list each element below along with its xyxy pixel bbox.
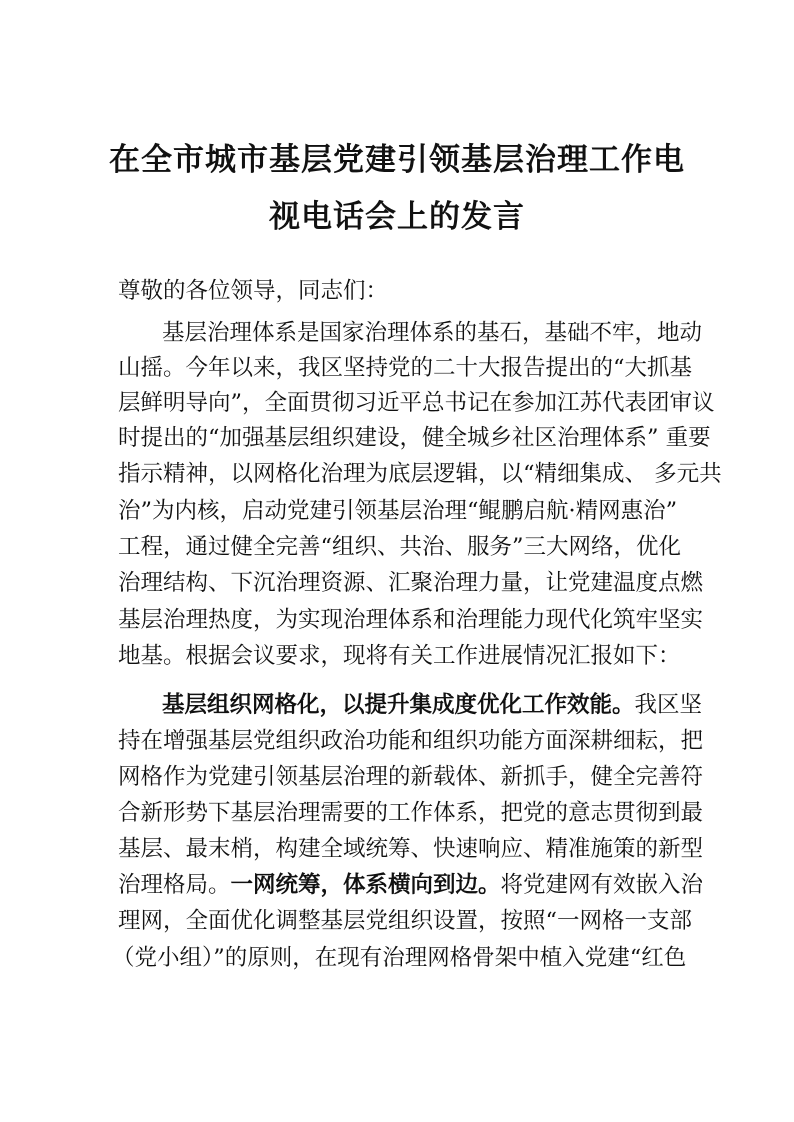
paragraph-2-line: 合新形势下基层治理需要的工作体系，把党的意志贯彻到最 [118,800,704,826]
paragraph-1-line: 基层治理热度，为实现治理体系和治理能力现代化筑牢坚实 [118,607,704,633]
paragraph-2-text: 我区坚 [634,692,703,718]
paragraph-2-text: 将党建网有效嵌入治 [500,872,704,898]
paragraph-1-line: 治理结构、下沉治理资源、汇聚治理力量，让党建温度点燃 [118,570,704,596]
paragraph-1-line: 基层治理体系是国家治理体系的基石，基础不牢，地动 [162,320,703,346]
document-title-line-2: 视电话会上的发言 [269,199,525,235]
paragraph-1-line: 山摇。今年以来，我区坚持党的二十大报告提出的“大抓基 [118,355,693,381]
paragraph-2-line: 网格作为党建引领基层治理的新载体、新抓手，健全完善符 [118,764,704,790]
salutation: 尊敬的各位领导，同志们： [118,278,389,304]
paragraph-2-line: 持在增强基层党组织政治功能和组织功能方面深耕细耘，把 [118,728,704,754]
paragraph-1-line: 时提出的“加强基层组织建设，健全城乡社区治理体系” 重要 [118,425,711,451]
paragraph-1-line: 指示精神，以网格化治理为底层逻辑，以“精细集成、 多元共 [118,461,722,487]
section-heading: 基层组织网格化，以提升集成度优化工作效能。 [162,692,635,718]
paragraph-2-first-line [162,690,702,720]
paragraph-2-line: 基层、最末梢，构建全域统筹、快速响应、精准施策的新型 [118,836,704,862]
paragraph-2-text: 治理格局。 [118,872,231,898]
paragraph-2-mixed-line [118,870,703,900]
paragraph-1-line: 地基。根据会议要求，现将有关工作进展情况汇报如下： [118,643,681,669]
paragraph-2-line: 理网，全面优化调整基层党组织设置，按照“一网格一支部 [118,908,693,934]
paragraph-1-line: 治”为内核，启动党建引领基层治理“鲲鹏启航·精网惠治” [118,498,678,524]
paragraph-1-line: 工程，通过健全完善“组织、共治、服务”三大网络，优化 [118,534,682,560]
paragraph-1-line: 层鲜明导向”，全面贯彻习近平总书记在参加江苏代表团审议 [118,390,715,416]
paragraph-2-line: （党小组）”的原则，在现有治理网格骨架中植入党建“红色 [112,945,687,971]
document-title-line-1: 在全市城市基层党建引领基层治理工作电 [109,142,685,178]
sub-heading: 一网统筹，体系横向到边。 [230,872,501,898]
